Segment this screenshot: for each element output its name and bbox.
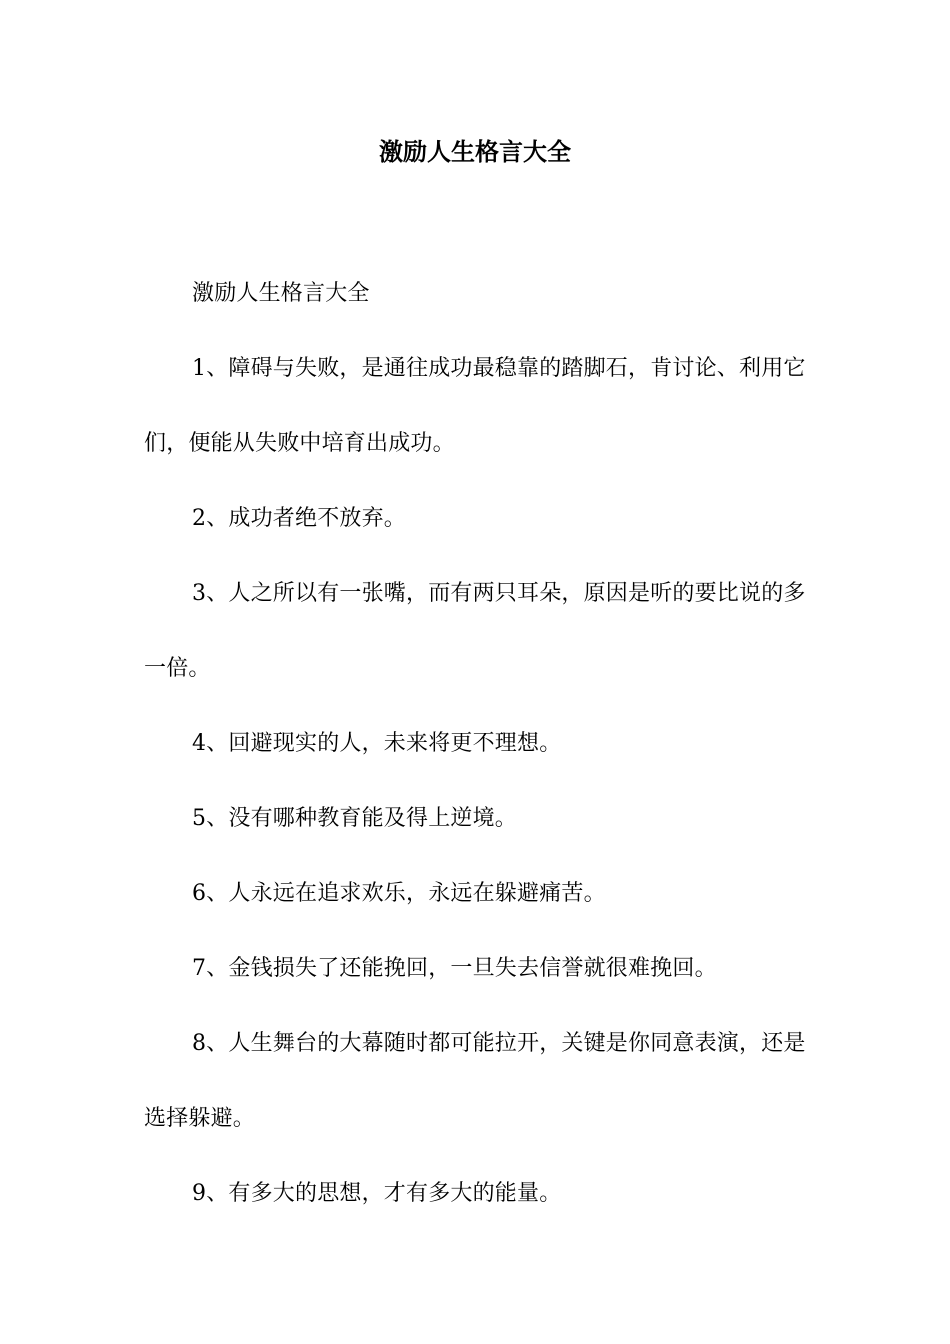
paragraph-quote-2: 2、成功者绝不放弃。: [192, 506, 406, 531]
document-body: [144, 256, 809, 1231]
paragraph-quote-8: 8、人生舞台的大幕随时都可能拉开，关键是你同意表演，还是选择躲避。: [144, 1031, 806, 1131]
paragraph-subtitle: 激励人生格言大全: [192, 281, 370, 306]
paragraph-quote-1: 1、障碍与失败，是通往成功最稳靠的踏脚石，肯讨论、利用它们，便能从失败中培育出成功。: [144, 356, 806, 456]
document-title: 激励人生格言大全: [379, 138, 571, 166]
paragraph-quote-6: 6、人永远在追求欢乐，永远在躲避痛苦。: [192, 881, 606, 906]
paragraph-quote-9: 9、有多大的思想，才有多大的能量。: [192, 1181, 562, 1206]
paragraph-quote-3: 3、人之所以有一张嘴，而有两只耳朵，原因是听的要比说的多一倍。: [144, 581, 806, 681]
paragraph-quote-5: 5、没有哪种教育能及得上逆境。: [192, 806, 517, 831]
paragraph-quote-7: 7、金钱损失了还能挽回，一旦失去信誉就很难挽回。: [192, 956, 717, 981]
paragraph-quote-4: 4、回避现实的人，未来将更不理想。: [192, 731, 562, 756]
